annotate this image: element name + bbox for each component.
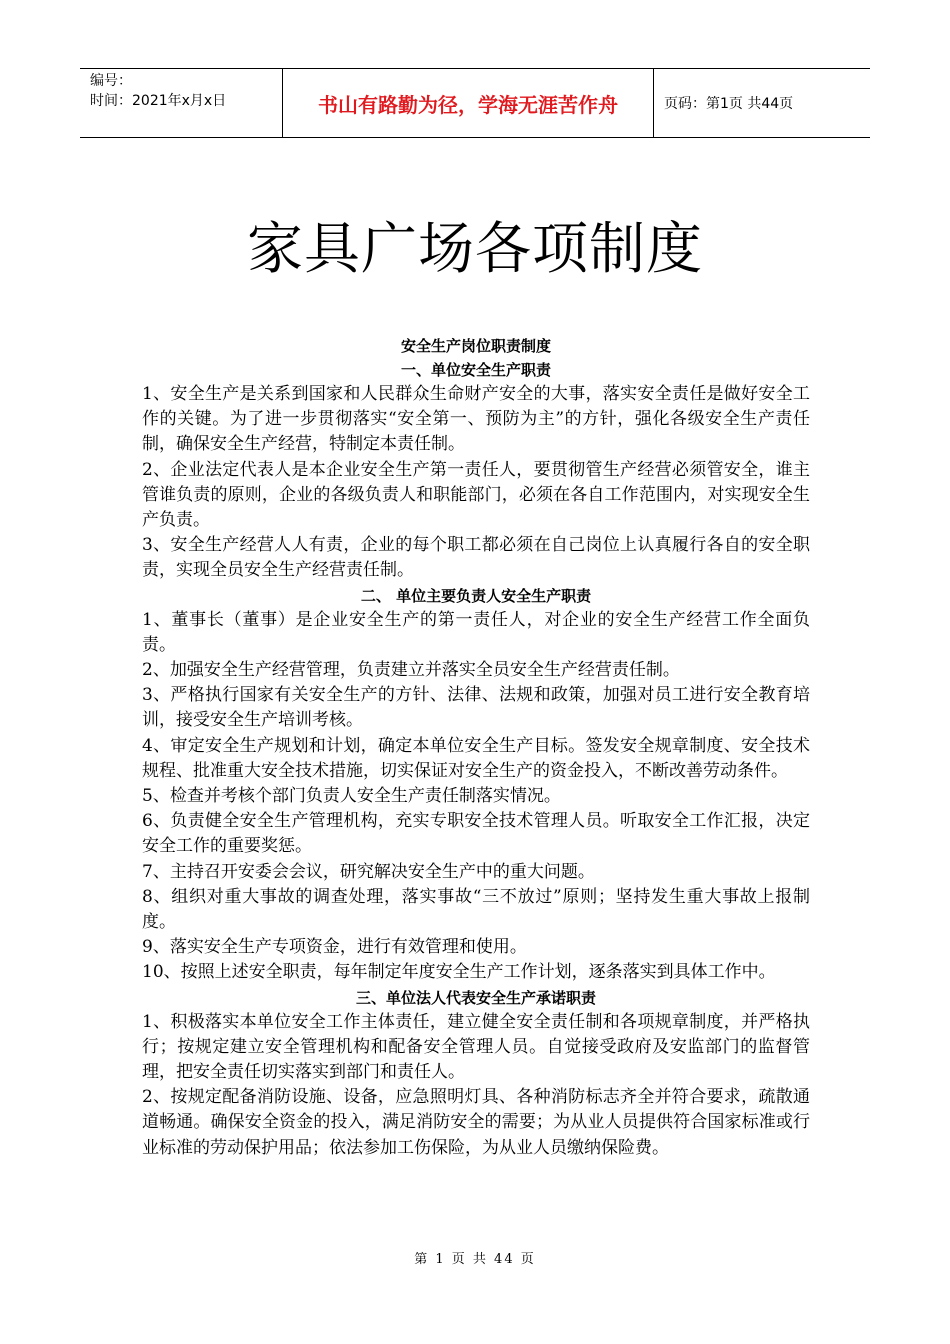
paragraph: 1、积极落实本单位安全工作主体责任，建立健全安全责任制和各项规章制度，并严格执行；按规定建立安全管理机构和配备安全管理人员。自觉接受政府及安监部门的监督管理，把安全责任切实落实到部门和责任人。 (142, 1011, 810, 1083)
number-label: 编号： (90, 73, 132, 89)
section-heading: 三、单位法人代表安全生产承诺职责 (355, 988, 596, 1007)
date-label: 时间：2021年x月x日 (90, 93, 227, 109)
paragraph: 4、审定安全生产规划和计划，确定本单位安全生产目标。签发安全规章制度、安全技术规程、批准重大安全技术措施，切实保证对安全生产的资金投入，不断改善劳动条件。 (142, 735, 810, 781)
section-heading: 二、 单位主要负责人安全生产职责 (360, 586, 592, 605)
paragraph: 3、严格执行国家有关安全生产的方针、法律、法规和政策，加强对员工进行安全教育培训，接受安全生产培训考核。 (142, 685, 810, 731)
paragraph: 6、负责健全安全生产管理机构，充实专职安全技术管理人员。听取安全工作汇报，决定安全工作的重要奖惩。 (142, 811, 810, 857)
header-page-info: 页码：第1页 共44页 (664, 96, 794, 112)
paragraph: 7、主持召开安委会会议，研究解决安全生产中的重大问题。 (142, 861, 595, 882)
section-1 (142, 358, 810, 584)
section-heading: 一、单位安全生产职责 (400, 361, 551, 379)
document-body (142, 334, 810, 1161)
document-subtitle: 安全生产岗位职责制度 (400, 337, 551, 355)
document-title: 家具广场各项制度 (247, 217, 703, 282)
paragraph: 1、安全生产是关系到国家和人民群众生命财产安全的大事，落实安全责任是做好安全工作的关键。为了进一步贯彻落实“安全第一、预防为主”的方针，强化各级安全生产责任制，确保安全生产经营，特制定本责任制。 (142, 384, 810, 455)
page-footer: 第 1 页 共 44 页 (414, 1252, 536, 1267)
paragraph: 3、安全生产经营人人有责，企业的每个职工都必须在自己岗位上认真履行各自的安全职责，实现全员安全生产经营责任制。 (142, 535, 810, 581)
header-motto: 书山有路勤为径，学海无涯苦作舟 (282, 69, 654, 137)
paragraph: 1、董事长（董事）是企业安全生产的第一责任人，对企业的安全生产经营工作全面负责。 (142, 609, 810, 655)
paragraph: 2、企业法定代表人是本企业安全生产第一责任人，要贯彻管生产经营必须管安全，谁主管谁负责的原则，企业的各级负责人和职能部门，必须在各自工作范围内，对实现安全生产负责。 (142, 459, 810, 531)
paragraph: 2、按规定配备消防设施、设备，应急照明灯具、各种消防标志齐全并符合要求，疏散通道畅通。确保安全资金的投入，满足消防安全的需要；为从业人员提供符合国家标准或行业标准的劳动保护用品；依法参加工伤保险，为从业人员缴纳保险费。 (142, 1087, 810, 1158)
section-2 (142, 584, 810, 986)
section-3 (142, 986, 810, 1161)
page-header (80, 68, 870, 138)
paragraph: 2、加强安全生产经营管理，负责建立并落实全员安全生产经营责任制。 (142, 660, 680, 681)
paragraph: 5、检查并考核个部门负责人安全生产责任制落实情况。 (142, 786, 561, 807)
paragraph: 10、按照上述安全职责，每年制定年度安全生产工作计划，逐条落实到具体工作中。 (142, 962, 776, 983)
header-meta (80, 69, 282, 137)
paragraph: 8、组织对重大事故的调查处理，落实事故“三不放过”原则；坚持发生重大事故上报制度。 (142, 886, 810, 933)
paragraph: 9、落实安全生产专项资金，进行有效管理和使用。 (142, 937, 527, 958)
